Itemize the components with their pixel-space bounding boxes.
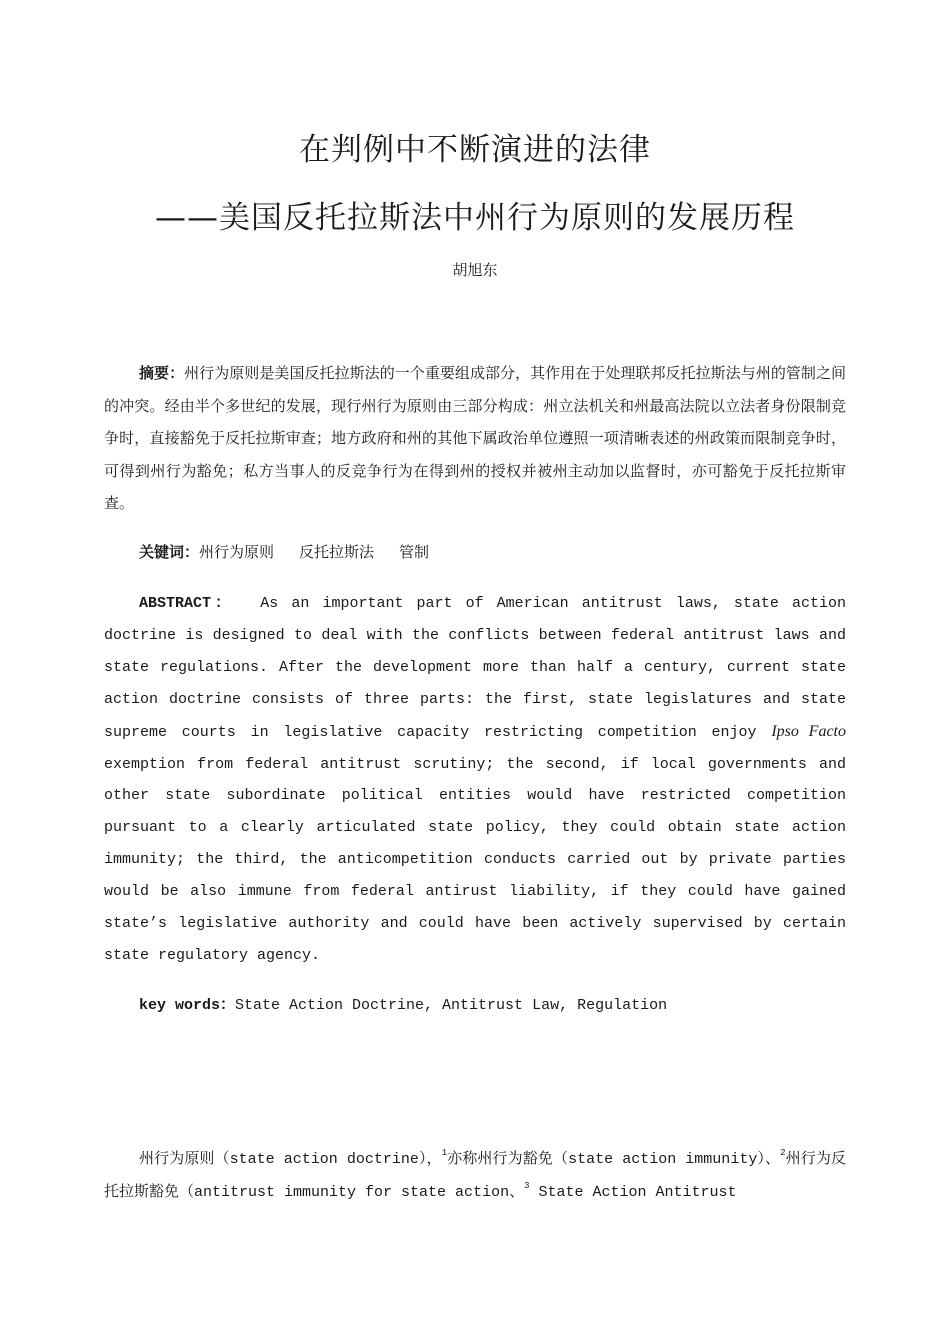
- abstract-en-text-2: exemption from federal antitrust scrutiny; the second, if local governments and other state subordinate political entities would have restricted competition pursuant to a clearly articulated state policy, they could obtain state action immunity; the third, the anticompetition conducts carried out by private parties would be also immune from federal antirust liability, if they could have gained state’s legislative authority and could have been actively supervised by certain state regulatory agency.: [104, 755, 846, 964]
- abstract-zh-text: 州行为原则是美国反托拉斯法的一个重要组成部分，其作用在于处理联邦反托拉斯法与州的管制之间的冲突。经由半个多世纪的发展，现行州行为原则由三部分构成：州立法机关和州最高法院以立法者身份限制竞争时，直接豁免于反托拉斯审查；地方政府和州的其他下属政治单位遵照一项清晰表述的州政策而限制竞争时，可得到州行为豁免；私方当事人的反竞争行为在得到州的授权并被州主动加以监督时，亦可豁免于反托拉斯审查。: [104, 364, 846, 512]
- keywords-en-label: key words：: [139, 997, 236, 1014]
- abstract-zh-label: 摘要：: [139, 364, 185, 382]
- title-subtitle: ——美国反托拉斯法中州行为原则的发展历程: [155, 200, 795, 236]
- keyword-zh-2: 反托拉斯法: [299, 543, 375, 561]
- abstract-en-label: ABSTRACT：: [139, 595, 235, 612]
- title-main: 在判例中不断演进的法律: [299, 132, 651, 168]
- keyword-zh-1: 州行为原则: [199, 543, 275, 561]
- author-name: 胡旭东: [452, 261, 498, 279]
- body-seg-1: 州行为原则: [139, 1149, 215, 1167]
- keywords-en: [104, 990, 846, 1022]
- footnote-ref-3[interactable]: 3: [524, 1180, 530, 1191]
- body-seg-3: 亦称州行为豁免: [447, 1149, 553, 1167]
- abstract-zh: [104, 357, 846, 520]
- footnote-ref-2[interactable]: 2: [780, 1148, 786, 1158]
- abstract-en-text-1: As an important part of American antitrust laws, state action doctrine is designed to deal with the conflicts between federal antitrust laws and state regulations. After the development more than half a century, current state action doctrine consists of three parts: the first, state legislatures and state supreme courts in legislative capacity restricting competition enjoy: [104, 595, 846, 741]
- body-seg-7: State Action Antitrust: [529, 1183, 737, 1201]
- body-seg-6: （antitrust immunity for state action、: [179, 1183, 525, 1201]
- footnote-ref-1[interactable]: 1: [441, 1148, 448, 1158]
- keywords-zh: [104, 536, 846, 569]
- abstract-en-italic: Ipso Facto: [771, 722, 846, 740]
- body-seg-2: （state action doctrine），: [214, 1151, 442, 1168]
- body-seg-4: （state action immunity）、: [552, 1151, 781, 1168]
- body-paragraph: [104, 1143, 846, 1209]
- keyword-zh-3: 管制: [399, 543, 430, 561]
- body-seg-5: 州行为反托拉斯豁免: [104, 1149, 846, 1200]
- keywords-zh-label: 关键词：: [139, 543, 200, 561]
- keywords-en-text: State Action Doctrine, Antitrust Law, Regulation: [235, 997, 668, 1014]
- abstract-en: [104, 588, 846, 972]
